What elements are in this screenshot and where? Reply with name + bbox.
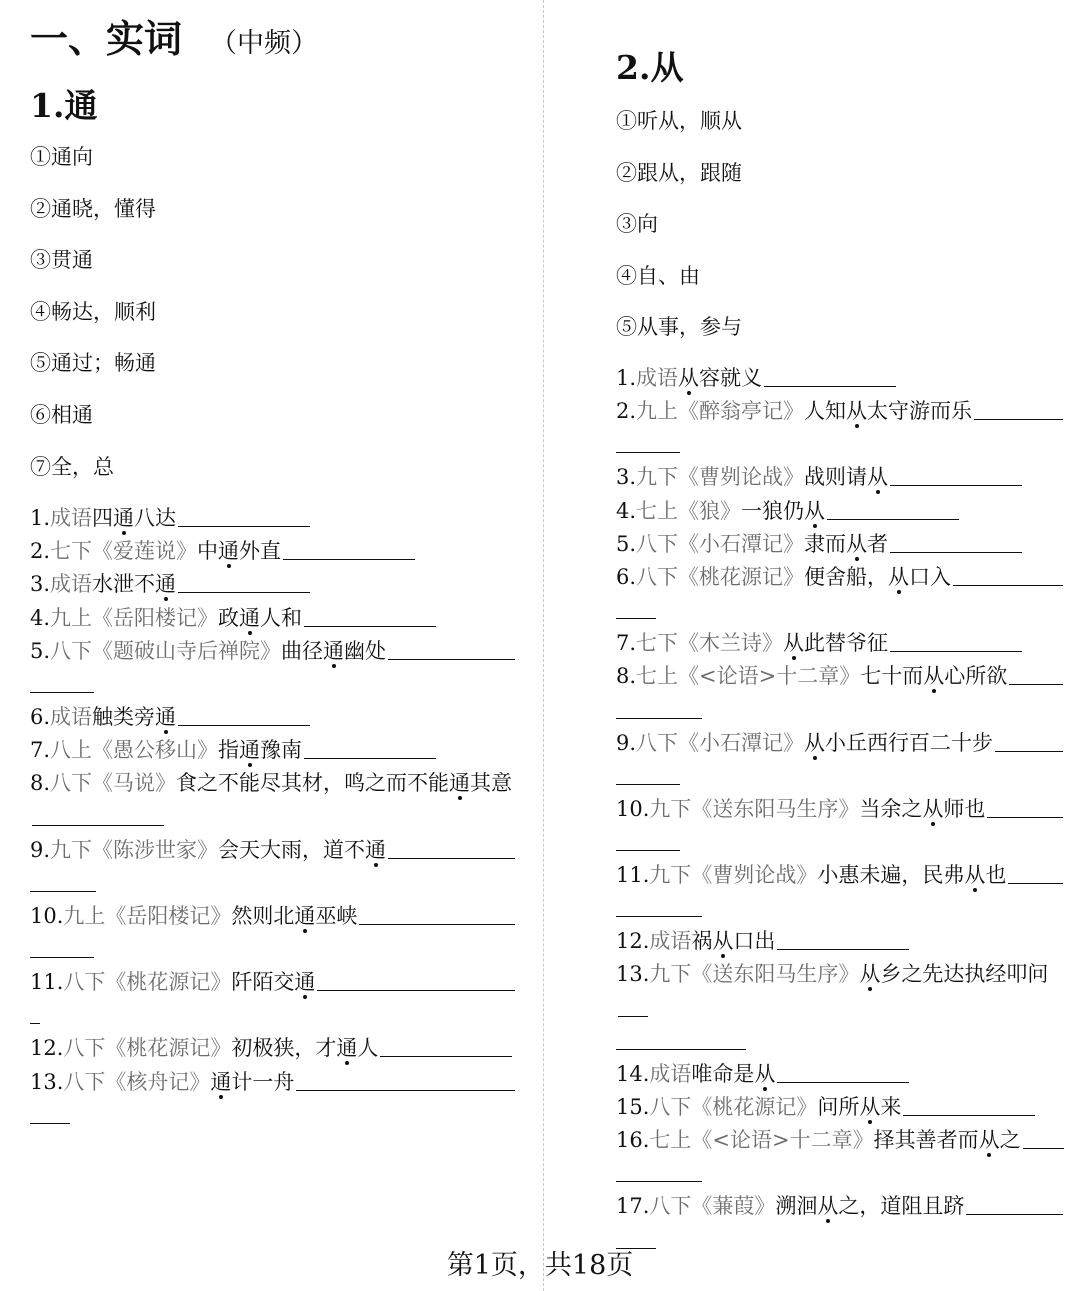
section-heading-cong: 2.从 <box>616 48 684 87</box>
example-source: 《桃花源记》 <box>105 1036 232 1061</box>
example-source: 《核舟记》 <box>105 1069 211 1094</box>
example-number: 6. <box>616 565 637 590</box>
example-item <box>616 1091 1068 1124</box>
example-item <box>616 859 1068 925</box>
example-text-after: 之 <box>999 1128 1021 1153</box>
answer-blank[interactable] <box>764 364 896 387</box>
example-number: 12. <box>30 1036 64 1061</box>
emphasized-character: 通 <box>218 539 240 564</box>
answer-blank[interactable] <box>827 497 959 520</box>
example-item <box>30 502 520 535</box>
answer-blank[interactable] <box>388 836 515 859</box>
example-text-after: 师也 <box>943 796 986 821</box>
examples-list-tong <box>30 502 520 1132</box>
example-item <box>616 958 1068 1057</box>
example-number: 9. <box>30 837 51 862</box>
example-text-before: 小惠未遍，民弗 <box>817 863 965 888</box>
example-text-after: 之，道阻且跻 <box>838 1194 965 1219</box>
example-grade: 九上 <box>50 605 93 630</box>
emphasized-character: 通 <box>155 572 177 597</box>
meaning-item: ①听从，顺从 <box>616 109 742 133</box>
example-number: 2. <box>30 539 51 564</box>
meaning-item: ④自、由 <box>616 263 700 288</box>
example-text-before: 中 <box>197 539 219 564</box>
emphasized-character: 通 <box>294 970 316 995</box>
example-item <box>30 568 520 601</box>
example-text-after: 口入 <box>909 565 952 590</box>
example-source: 《<论语>十二章》 <box>691 1128 874 1153</box>
example-source: 《蒹葭》 <box>691 1194 776 1219</box>
example-grade: 九下 <box>50 837 93 862</box>
example-text-after: 小丘西行百二十步 <box>825 730 994 755</box>
emphasized-character: 从 <box>888 565 910 590</box>
example-number: 8. <box>616 664 637 689</box>
example-text-before: 唯命是 <box>691 1061 755 1086</box>
example-number: 9. <box>616 730 637 755</box>
example-source: 《爱莲说》 <box>92 539 198 564</box>
example-source: 《桃花源记》 <box>105 970 232 995</box>
example-source: 《送东阳马生序》 <box>691 796 860 821</box>
example-item <box>30 602 520 635</box>
example-grade: 八下 <box>50 771 93 796</box>
answer-blank-continued[interactable] <box>30 1001 40 1024</box>
meaning-item: ⑤通过；畅通 <box>30 351 156 376</box>
meaning-item: ⑥相通 <box>30 402 93 427</box>
example-grade: 九下 <box>649 863 692 888</box>
example-text-after: 八达 <box>134 506 177 530</box>
example-source: 《陈涉世家》 <box>92 837 219 862</box>
meaning-item: ⑦全，总 <box>30 454 114 479</box>
example-text-after: 口出 <box>733 929 776 954</box>
example-item <box>30 734 520 767</box>
emphasized-character: 通 <box>239 605 261 630</box>
example-text-before: 当余之 <box>859 796 923 821</box>
answer-blank-continued[interactable] <box>616 696 702 719</box>
example-text-before: 阡陌交 <box>231 970 295 995</box>
example-item <box>616 727 1068 793</box>
example-grade: 七上 <box>636 498 679 523</box>
answer-blank[interactable] <box>178 570 310 593</box>
example-text-before: 指 <box>218 738 240 763</box>
example-text-before: 人知 <box>804 399 847 424</box>
answer-blank[interactable] <box>283 537 415 560</box>
answer-blank[interactable] <box>777 927 909 950</box>
answer-blank[interactable] <box>618 994 648 1017</box>
example-grade: 八下 <box>636 565 679 590</box>
example-text-before: 战则请 <box>804 465 868 490</box>
example-number: 16. <box>616 1128 650 1153</box>
example-text-after: 心所欲 <box>944 664 1008 689</box>
answer-blank-continued[interactable] <box>616 1159 702 1182</box>
example-number: 13. <box>30 1069 64 1094</box>
emphasized-character: 从 <box>678 366 700 390</box>
emphasized-character: 从 <box>859 962 881 987</box>
meaning-item: ②通晓，懂得 <box>30 196 156 221</box>
answer-blank-continued[interactable] <box>616 596 656 619</box>
example-source: 成语 <box>50 506 93 530</box>
example-source: 《木兰诗》 <box>678 631 784 656</box>
answer-blank[interactable] <box>974 397 1063 420</box>
meaning-item: ⑤从事，参与 <box>616 315 742 340</box>
answer-blank-continued[interactable] <box>30 1101 70 1124</box>
example-number: 10. <box>30 904 64 929</box>
example-source: 《送东阳马生序》 <box>691 962 860 987</box>
example-item <box>616 1058 1068 1091</box>
example-text-after: 也 <box>985 863 1007 888</box>
example-grade: 九上 <box>63 904 106 929</box>
example-number: 5. <box>30 638 51 663</box>
example-item <box>616 362 1068 395</box>
example-source: 《题破山寺后禅院》 <box>92 638 282 663</box>
answer-blank[interactable] <box>987 795 1063 818</box>
example-text-after: 巫峡 <box>315 904 358 929</box>
answer-blank[interactable] <box>388 637 515 660</box>
example-source: 《岳阳楼记》 <box>105 904 232 929</box>
example-number: 3. <box>616 465 637 490</box>
example-item <box>30 1066 520 1132</box>
answer-blank[interactable] <box>304 604 436 627</box>
answer-blank[interactable] <box>890 629 1022 652</box>
example-grade: 七上 <box>649 1128 692 1153</box>
example-source: 《小石潭记》 <box>678 730 805 755</box>
emphasized-character: 从 <box>817 1194 839 1219</box>
example-grade: 九下 <box>649 962 692 987</box>
example-item <box>30 635 520 701</box>
emphasized-character: 通 <box>365 837 387 862</box>
example-grade: 八下 <box>50 638 93 663</box>
example-text-after: 来 <box>880 1095 902 1120</box>
column-divider <box>543 0 544 1291</box>
example-text-after: 乡之先达执经叩问 <box>880 962 1049 987</box>
example-number: 7. <box>30 738 51 763</box>
emphasized-character: 从 <box>712 929 734 954</box>
answer-blank[interactable] <box>890 463 1022 486</box>
example-text-before: 政 <box>218 605 240 630</box>
emphasized-character: 通 <box>155 705 177 730</box>
answer-blank[interactable] <box>380 1034 512 1057</box>
example-source: 《狼》 <box>678 498 742 523</box>
example-number: 8. <box>30 771 51 796</box>
answer-blank[interactable] <box>890 530 1022 553</box>
emphasized-character: 从 <box>867 465 889 490</box>
meaning-item: ②跟从，跟随 <box>616 160 742 185</box>
emphasized-character: 从 <box>754 1061 776 1086</box>
example-text-before: 一狼仍 <box>741 498 805 523</box>
example-number: 3. <box>30 572 51 597</box>
example-text-before: 祸 <box>691 929 713 954</box>
answer-blank[interactable] <box>178 703 310 726</box>
page-title <box>30 8 318 63</box>
example-number: 12. <box>616 929 650 954</box>
example-item <box>30 701 520 734</box>
meaning-item: ③向 <box>616 212 658 237</box>
answer-blank[interactable] <box>317 968 515 991</box>
answer-blank-continued[interactable] <box>616 828 680 851</box>
example-number: 4. <box>30 605 51 630</box>
example-grade: 七下 <box>50 539 93 564</box>
answer-blank-continued[interactable] <box>616 1027 746 1050</box>
example-number: 1. <box>616 366 637 390</box>
page-title-sub: （中频） <box>210 28 319 59</box>
page-title-main: 一、实词 <box>30 16 183 61</box>
answer-blank[interactable] <box>178 504 310 527</box>
example-text-before: 便舍船， <box>804 565 889 590</box>
emphasized-character: 从 <box>922 796 944 821</box>
example-source: 成语 <box>649 929 692 954</box>
example-text-before: 问所 <box>817 1095 860 1120</box>
example-source: 《曹刿论战》 <box>691 863 818 888</box>
example-text-before: 食之不能尽其材，鸣之而不能 <box>176 771 450 796</box>
emphasized-character: 通 <box>210 1069 232 1094</box>
example-number: 11. <box>616 863 650 888</box>
answer-blank[interactable] <box>903 1093 1035 1116</box>
emphasized-character: 从 <box>964 863 986 888</box>
example-source: 《愚公移山》 <box>92 738 219 763</box>
example-grade: 八下 <box>649 1095 692 1120</box>
example-source: 《曹刿论战》 <box>678 465 805 490</box>
answer-blank[interactable] <box>296 1068 515 1091</box>
example-item <box>616 627 1068 660</box>
example-grade: 八上 <box>50 738 93 763</box>
example-item <box>30 535 520 568</box>
emphasized-character: 通 <box>113 506 135 530</box>
example-number: 14. <box>616 1061 650 1086</box>
example-number: 17. <box>616 1194 650 1219</box>
answer-blank[interactable] <box>966 1192 1063 1215</box>
example-source: 《<论语>十二章》 <box>678 664 861 689</box>
example-item <box>616 925 1068 958</box>
emphasized-character: 从 <box>804 730 826 755</box>
example-item <box>30 966 520 1032</box>
example-grade: 七上 <box>636 664 679 689</box>
example-source: 《马说》 <box>92 771 177 796</box>
answer-blank[interactable] <box>304 736 436 759</box>
example-number: 5. <box>616 531 637 556</box>
example-grade: 九下 <box>649 796 692 821</box>
example-number: 4. <box>616 498 637 523</box>
answer-blank[interactable] <box>1008 861 1063 884</box>
example-grade: 八下 <box>63 1069 106 1094</box>
example-number: 10. <box>616 796 650 821</box>
example-grade: 八下 <box>63 970 106 995</box>
example-source: 《醉翁亭记》 <box>678 399 805 424</box>
example-item <box>30 1032 520 1065</box>
examples-list-cong <box>616 362 1068 1257</box>
example-item <box>616 528 1068 561</box>
meaning-item: ③贯通 <box>30 248 93 273</box>
emphasized-character: 从 <box>846 531 868 556</box>
example-text-before: 七十而 <box>860 664 924 689</box>
meaning-item: ①通向 <box>30 145 93 169</box>
answer-blank[interactable] <box>1009 662 1063 685</box>
example-number: 13. <box>616 962 650 987</box>
emphasized-character: 从 <box>923 664 945 689</box>
example-number: 7. <box>616 631 637 656</box>
example-item <box>616 660 1068 726</box>
example-text-before: 曲径 <box>281 638 324 663</box>
example-source: 《桃花源记》 <box>691 1095 818 1120</box>
answer-blank[interactable] <box>1023 1126 1064 1149</box>
answer-blank[interactable] <box>995 729 1063 752</box>
example-number: 15. <box>616 1095 650 1120</box>
example-grade: 九下 <box>636 465 679 490</box>
example-text-after: 太守游而乐 <box>867 399 973 424</box>
example-text-after: 此替爷征 <box>804 631 889 656</box>
meanings-list-tong <box>30 132 520 493</box>
emphasized-character: 从 <box>978 1128 1000 1153</box>
answer-blank-continued[interactable] <box>30 869 96 892</box>
meanings-list-cong <box>616 96 1066 354</box>
example-text-before: 隶而 <box>804 531 847 556</box>
example-source: 《小石潭记》 <box>678 531 805 556</box>
example-text-after: 幽处 <box>344 638 387 663</box>
example-source: 《桃花源记》 <box>678 565 805 590</box>
emphasized-character: 从 <box>804 498 826 523</box>
example-item <box>616 495 1068 528</box>
example-text-before: 四 <box>92 506 114 530</box>
example-text-after: 外直 <box>239 539 282 564</box>
example-item <box>616 461 1068 494</box>
answer-blank-continued[interactable] <box>616 894 702 917</box>
emphasized-character: 通 <box>239 738 261 763</box>
answer-blank[interactable] <box>32 803 164 826</box>
example-item <box>30 834 520 900</box>
example-grade: 八下 <box>636 531 679 556</box>
example-source: 成语 <box>50 705 93 730</box>
answer-blank-continued[interactable] <box>30 670 94 693</box>
example-text-before: 水泄不 <box>92 572 156 597</box>
emphasized-character: 从 <box>846 399 868 424</box>
answer-blank[interactable] <box>953 563 1063 586</box>
example-source: 《岳阳楼记》 <box>92 605 219 630</box>
example-text-after: 容就义 <box>699 366 763 390</box>
page-footer: 第1页，共18页 <box>446 1250 634 1281</box>
example-text-before: 溯洄 <box>775 1194 818 1219</box>
example-text-after: 人 <box>357 1036 379 1061</box>
emphasized-character: 通 <box>449 771 471 796</box>
example-item <box>616 793 1068 859</box>
meaning-item: ④畅达，顺利 <box>30 299 156 324</box>
example-text-before: 然则北 <box>231 904 295 929</box>
example-grade: 七下 <box>636 631 679 656</box>
example-number: 11. <box>30 970 64 995</box>
answer-blank-continued[interactable] <box>30 935 94 958</box>
example-grade: 八下 <box>649 1194 692 1219</box>
section-heading-tong: 1.通 <box>30 86 98 125</box>
example-item <box>616 561 1068 627</box>
example-text-before: 会天大雨，道不 <box>218 837 366 862</box>
example-text-before: 择其善者而 <box>873 1128 979 1153</box>
emphasized-character: 从 <box>859 1095 881 1120</box>
example-number: 6. <box>30 705 51 730</box>
example-source: 成语 <box>636 366 679 390</box>
example-item <box>30 767 520 833</box>
emphasized-character: 通 <box>294 904 316 929</box>
example-source: 成语 <box>50 572 93 597</box>
example-grade: 八下 <box>63 1036 106 1061</box>
example-item <box>616 1124 1068 1190</box>
answer-blank-continued[interactable] <box>616 762 680 785</box>
emphasized-character: 通 <box>323 638 345 663</box>
emphasized-character: 通 <box>336 1036 358 1061</box>
example-item <box>30 900 520 966</box>
example-number: 2. <box>616 399 637 424</box>
answer-blank[interactable] <box>777 1060 909 1083</box>
answer-blank[interactable] <box>359 902 515 925</box>
example-text-after: 豫南 <box>260 738 303 763</box>
example-text-after: 者 <box>867 531 889 556</box>
example-text-before: 触类旁 <box>92 705 156 730</box>
example-text-after: 人和 <box>260 605 303 630</box>
example-item <box>616 395 1068 461</box>
answer-blank-continued[interactable] <box>616 430 680 453</box>
example-grade: 九上 <box>636 399 679 424</box>
emphasized-character: 从 <box>783 631 805 656</box>
example-source: 成语 <box>649 1061 692 1086</box>
example-text-before: 初极狭，才 <box>231 1036 337 1061</box>
example-text-after: 其意 <box>470 771 513 796</box>
example-number: 1. <box>30 506 51 530</box>
example-text-after: 计一舟 <box>231 1069 295 1094</box>
example-grade: 八下 <box>636 730 679 755</box>
